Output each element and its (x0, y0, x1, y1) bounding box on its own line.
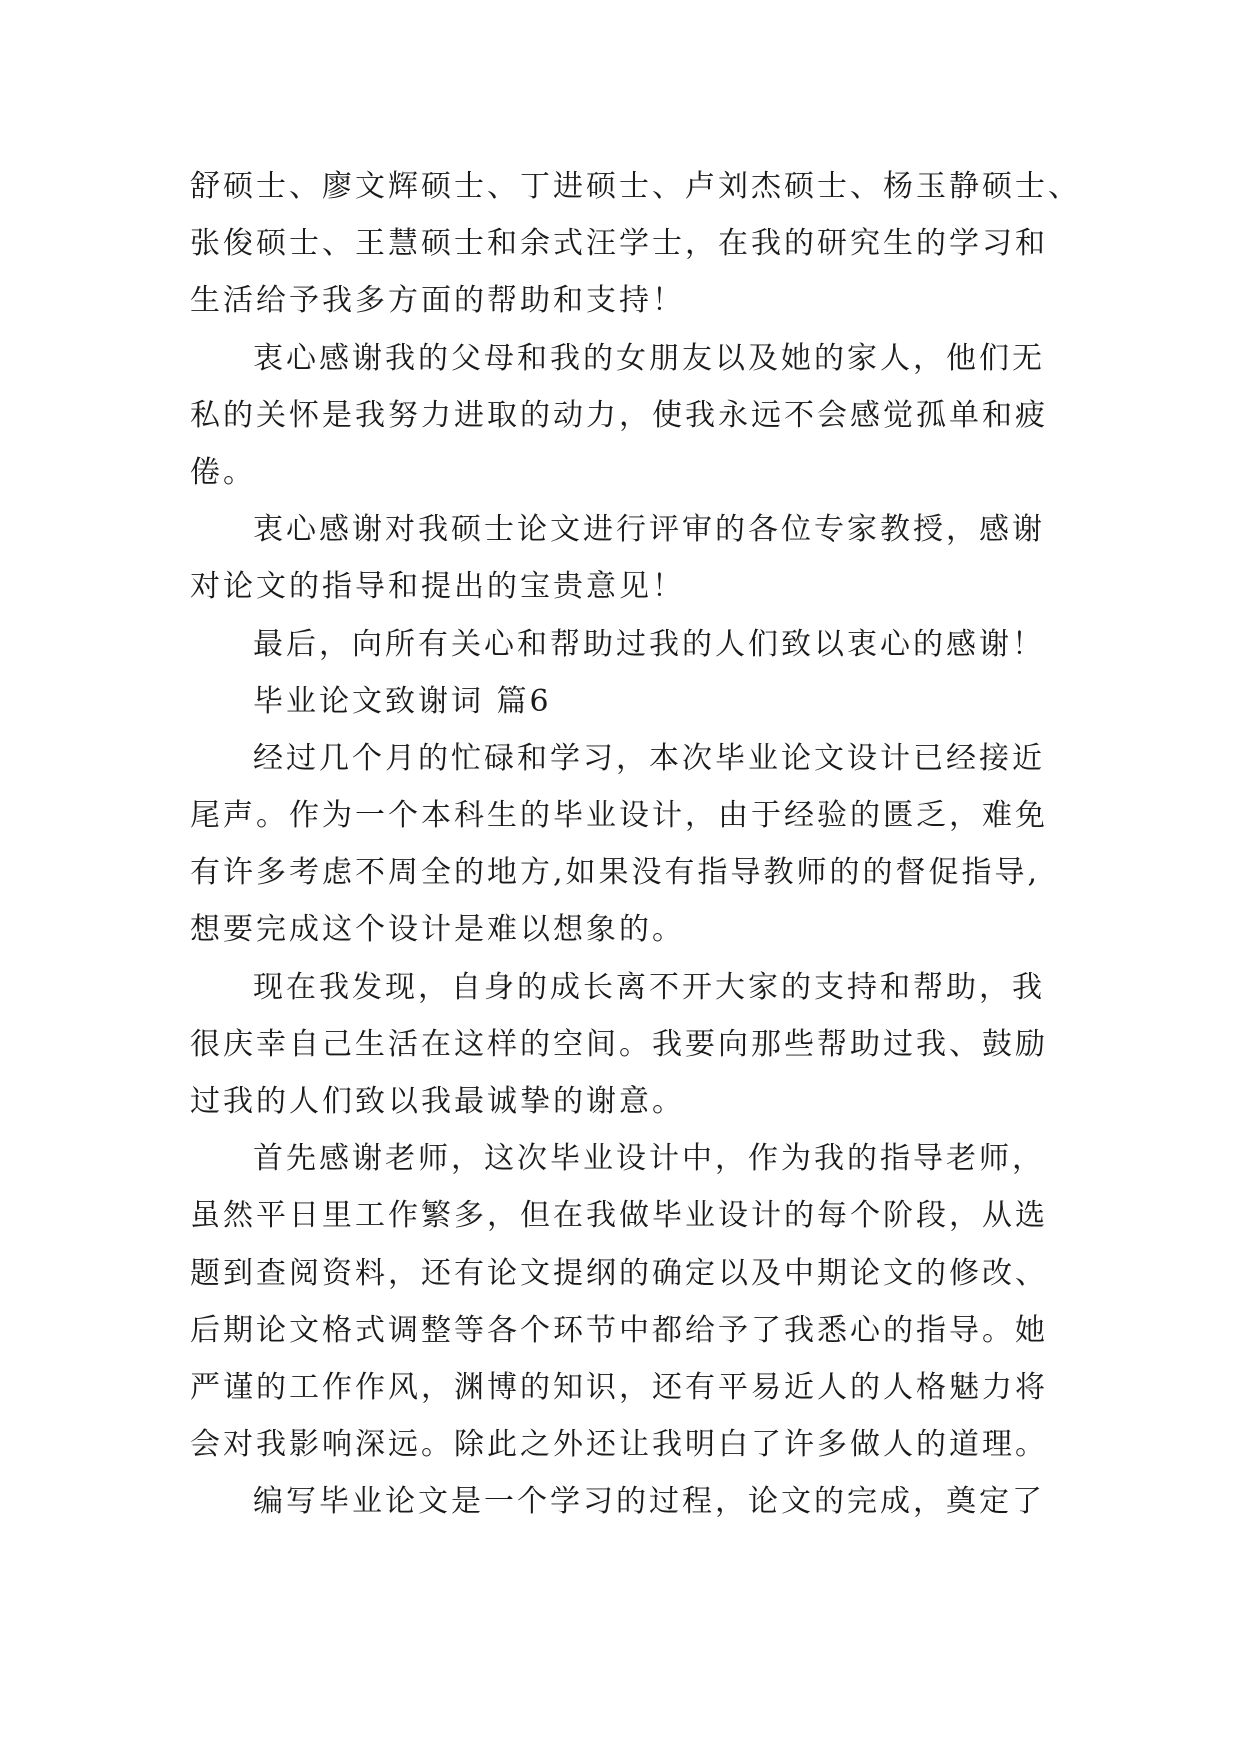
paragraph-teacher (190, 1130, 1070, 1473)
text-line: 生活给予我多方面的帮助和支持！ (190, 283, 685, 319)
text-line: 衷心感谢对我硕士论文进行评审的各位专家教授，感谢 (253, 512, 1045, 548)
section-heading (190, 673, 1070, 730)
text-line: 有许多考虑不周全的地方,如果没有指导教师的的督促指导, (190, 855, 1041, 891)
text-line: 首先感谢老师，这次毕业设计中，作为我的指导老师， (253, 1141, 1045, 1177)
paragraph-family (190, 330, 1070, 502)
text-line: 倦。 (190, 454, 256, 490)
text-line: 很庆幸自己生活在这样的空间。我要向那些帮助过我、鼓励 (190, 1026, 1048, 1062)
text-line: 最后，向所有关心和帮助过我的人们致以衷心的感谢！ (253, 626, 1045, 662)
text-line: 对论文的指导和提出的宝贵意见！ (190, 569, 685, 605)
text-line: 舒硕士、廖文辉硕士、丁进硕士、卢刘杰硕士、杨玉静硕士、 (190, 169, 1081, 204)
text-line: 张俊硕士、王慧硕士和余式汪学士，在我的研究生的学习和 (190, 226, 1048, 262)
text-line: 现在我发现，自身的成长离不开大家的支持和帮助，我 (253, 969, 1045, 1005)
text-line: 题到查阅资料，还有论文提纲的确定以及中期论文的修改、 (190, 1255, 1048, 1291)
text-line: 想要完成这个设计是难以想象的。 (190, 912, 685, 948)
paragraph-reviewers (190, 501, 1070, 615)
paragraph-months (190, 730, 1070, 959)
paragraph-finally (190, 616, 1070, 673)
text-line: 严谨的工作作风，渊博的知识，还有平易近人的人格魅力将 (190, 1369, 1048, 1405)
paragraph-writing (190, 1473, 1070, 1530)
text-line: 尾声。作为一个本科生的毕业设计，由于经验的匮乏，难免 (190, 798, 1048, 834)
text-line: 经过几个月的忙碌和学习，本次毕业论文设计已经接近 (253, 740, 1045, 776)
text-line: 过我的人们致以我最诚挚的谢意。 (190, 1084, 685, 1119)
heading-text: 毕业论文致谢词 篇6 (253, 683, 552, 719)
paragraph-colleagues (190, 158, 1081, 330)
text-line: 编写毕业论文是一个学习的过程，论文的完成，奠定了 (253, 1484, 1045, 1520)
document-page (190, 158, 1081, 1531)
text-line: 虽然平日里工作繁多，但在我做毕业设计的每个阶段，从选 (190, 1198, 1048, 1234)
paragraph-growth (190, 959, 1070, 1131)
text-line: 私的关怀是我努力进取的动力，使我永远不会感觉孤单和疲 (190, 397, 1048, 433)
text-line: 后期论文格式调整等各个环节中都给予了我悉心的指导。她 (190, 1312, 1048, 1348)
text-line: 会对我影响深远。除此之外还让我明白了许多做人的道理。 (190, 1427, 1048, 1463)
text-line: 衷心感谢我的父母和我的女朋友以及她的家人，他们无 (253, 340, 1045, 376)
